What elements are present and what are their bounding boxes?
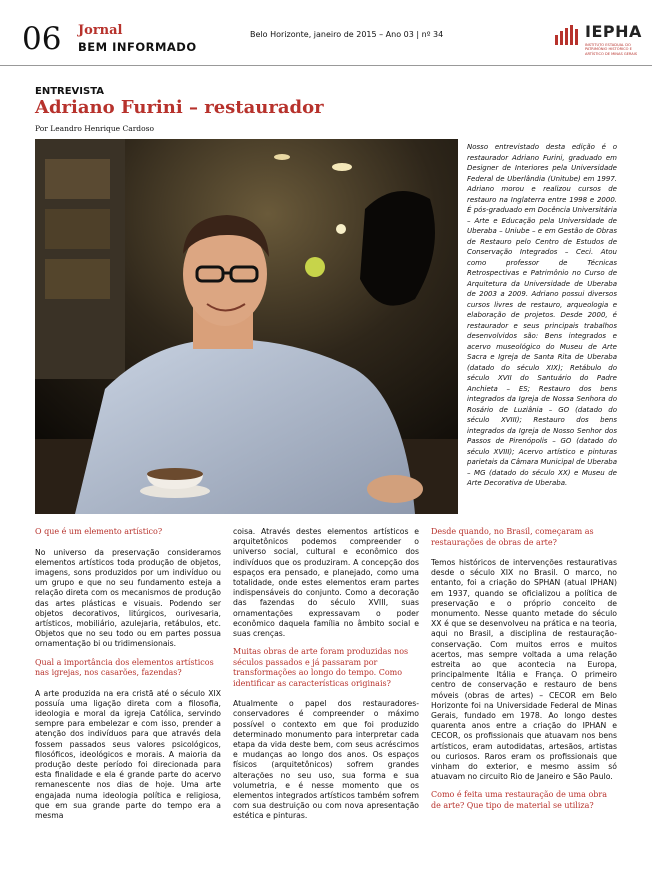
iepha-logo-icon (555, 25, 579, 45)
edition-line: Belo Horizonte, janeiro de 2015 – Ano 03 | nº 34 (250, 30, 444, 39)
interviewee-bio: Nosso entrevistado desta edição é o restaurador Adriano Furini, graduado em Designer de Interiores pela Universidade Federal de Uberlândia (Unitube) em 1997. Adriano morou e realizou cursos de restauro na Inglaterra entre 1998 e 2000. É pós-graduado em Docência Universitária – Arte e Educação pela Universidade de Uberaba – Uniube – e em Gestão de Obras de Restauro pelo Centro de Estudos de Conservação Integrados – Ceci. Atou como professor de Técnicas Retrospectivas e Patrimônio no Curso de Arquitetura da Universidade de Uberaba de 2003 a 2009. Adriano possui diversos cursos livres de restauro, arqueologia e elaboração de projetos. Desde 2000, é restaurador e seus principais trabalhos desenvolvidos são: Bens integrados e acervo museológico do Museu de Arte Sacra e Igreja de Santa Rita de Uberaba (datado do século XIX); Retábulo do século XVII do Santuário do Padre Anchieta – ES; Restauro dos bens integrados da Igreja de Nossa Senhora do Rosário de Luziânia – GO (datado do século XVIII); Restauro dos bens integrados da Igreja de Nosso Senhor dos Passos de Pirenópolis – GO (datado do século XVIII); Acervo artístico e pinturas parietais da Câmara Municipal de Uberaba – MG (datado do século XX) e Museu de Arte Decorativa de Uberaba. (467, 143, 617, 487)
answer-paragraph: coisa. Através destes elementos artísticos e arquitetônicos podemos compreender o universo social, cultural e econômico dos indivíduos que os produziram. A concepção dos espaços era pensado, e planejado, como uma totalidade, onde estes elementos eram partes indispensáveis do conjunto. Como a decoração das fazendas do século XVIII, suas ornamentações expressavam o poder econômico daquela família no âmbito social e suas crenças. (233, 527, 419, 639)
answer-paragraph: Atualmente o papel dos restauradores-conservadores é compreender o máximo possível o contexto em que foi produzido determinado monumento para interpretar cada etapa da vida deste bem, com seus acréscimos e mudanças ao longo dos anos. Os espaços físicos (arquitetônicos) sofrem grandes alterações no seu uso, sua forma e sua volumetria, e é nesse momento que os elementos integrados artísticos também sofrem com sua destruição ou com nova apresentação estética e pinturas. (233, 699, 419, 821)
text-column-1 (35, 527, 221, 829)
text-column-2 (233, 527, 419, 830)
page-header (22, 20, 642, 62)
publication-name: BEM INFORMADO (78, 40, 197, 54)
logo-subtext: INSTITUTO ESTADUAL DO PATRIMÔNIO HISTÓRICO E ARTÍSTICO DE MINAS GERAIS (585, 43, 638, 56)
article-kicker: ENTREVISTA (35, 86, 104, 97)
article-byline: Por Leandro Henrique Cardoso (35, 124, 154, 133)
question-heading: Muitas obras de arte foram produzidas nos séculos passados e já passaram por transformações ao longo do tempo. Como identificar as características originais? (233, 647, 409, 688)
answer-paragraph: A arte produzida na era cristã até o século XIX possuía uma ligação direta com a filosofia, ideologia e moral da igreja Católica, servindo sempre para embelezar e com isso, prender a atenção dos indivíduos para que através dela fossem passados seus valores psicológicos, filosóficos, ideológicos e morais. A maioria da produção deste período foi direcionada para esta finalidade e ela é grande parte do acervo remanescente nos dias de hoje. Uma arte engajada numa ideologia política e religiosa, que em sua grande parte do tempo era a mesma (35, 688, 221, 820)
text-column-3 (431, 527, 617, 821)
question-heading: Como é feita uma restauração de uma obra de arte? Que tipo de material se utiliza? (431, 790, 607, 810)
answer-paragraph: Temos históricos de intervenções restaurativas desde o século XIX no Brasil. O marco, no entanto, foi a criação do SPHAN (atual IPHAN) em 1937, quando se oficializou a política de preservação e o próprio conceito de monumento. Nesse quanto metade do século XX é que se desenvolveu na prática e na teoria, aqui no Brasil, a disciplina de restauração-conservação. Com muitos erros e muitos acertos, mas sempre voltada a uma relação estreita ao que acontecia na Europa, principalmente Itália e França. O primeiro centro de conservação e restauro de bens móveis (obras de artes) – CECOR em Belo Horizonte foi na Universidade Federal de Minas Gerais, fundado em 1978. Ao longo destes quarenta anos entre a criação do IPHAN e CECOR, os profissionais que atuavam nos bens artísticos, eram autodidatas, artesãos, artistas ou curiosos. Raros eram os profissionais que vinham do exterior, e mesmo assim só atuavam no circuito Rio de Janeiro e São Paulo. (431, 558, 617, 782)
question-heading: O que é um elemento artístico? (35, 527, 163, 536)
article-title: Adriano Furini – restaurador (35, 97, 324, 118)
page-number: 06 (22, 21, 62, 57)
logo-text: IEPHA (585, 22, 642, 41)
interviewee-photo (35, 139, 458, 514)
header-divider (0, 65, 652, 66)
publication-kicker: Jornal (78, 23, 123, 38)
question-heading: Desde quando, no Brasil, começaram as restaurações de obras de arte? (431, 527, 594, 547)
iepha-logo (555, 22, 642, 62)
answer-paragraph: No universo da preservação consideramos elementos artísticos toda produção de objetos, imagens, sons produzidos por um indivíduo ou um grupo e que no seu fundamento esteja a relação direta com os mecanismos de produção das artes plásticas e visuais. Podendo ser objetos decorativos, litúrgicos, ourivesaria, artísticos, mobiliário, azulejaria, retábulos, etc. Objetos que no seu todo ou em partes possua ornamentação bi ou tridimensionais. (35, 547, 221, 649)
question-heading: Qual a importância dos elementos artísticos nas igrejas, nos casarões, fazendas? (35, 657, 214, 678)
